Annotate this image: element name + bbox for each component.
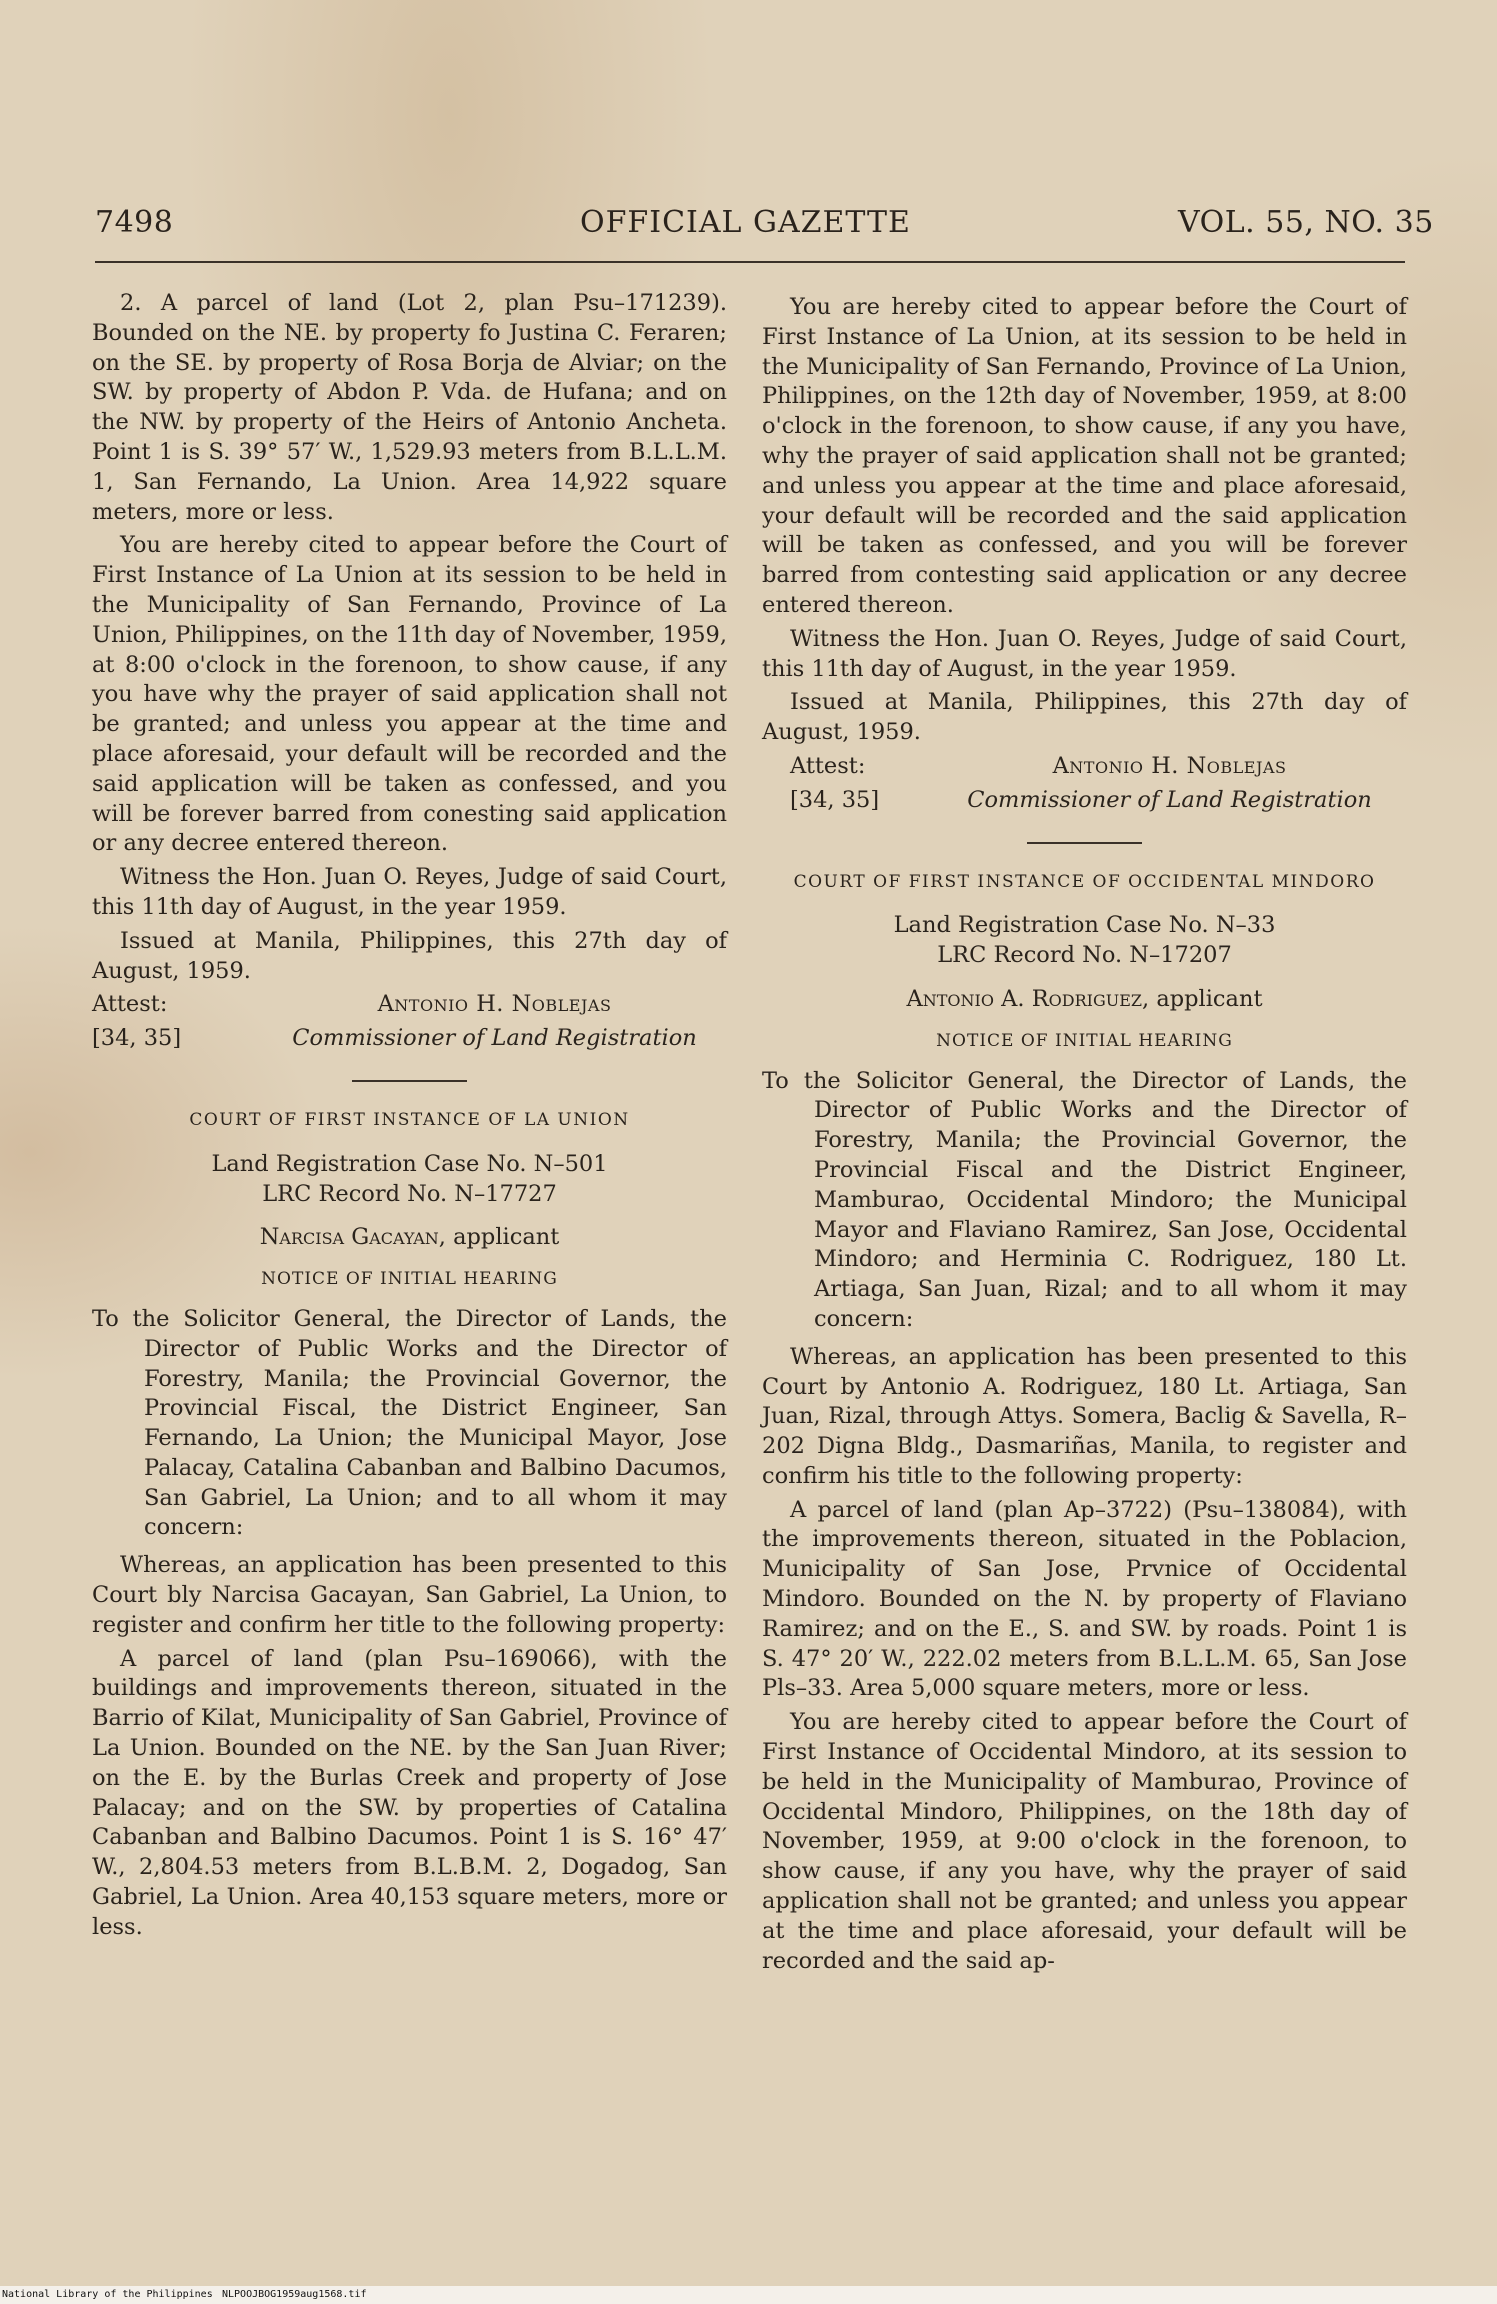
notice-heading: NOTICE OF INITIAL HEARING <box>936 1030 1233 1051</box>
paragraph: Witness the Hon. Juan O. Reyes, Judge of said Court, this 11th day of August, in the year 1959. <box>92 864 727 920</box>
lrc-record: LRC Record No. N–17207 <box>937 942 1232 969</box>
case-no: Land Registration Case No. N–33 <box>893 912 1276 939</box>
attest-block <box>92 990 727 1020</box>
left-column <box>92 289 727 1943</box>
paragraph: Issued at Manila, Philippines, this 27th day of August, 1959. <box>762 689 1407 746</box>
footer-library: National Library of the Philippines <box>2 2289 213 2300</box>
attest-ref: [34, 35] <box>790 786 880 813</box>
case-number <box>762 911 1407 971</box>
section-divider <box>352 1080 467 1082</box>
applicant-suffix: , applicant <box>438 1224 560 1251</box>
applicant-name: Antonio A. Rodriguez <box>906 985 1143 1012</box>
attest-block <box>762 752 1407 782</box>
applicant-suffix: , applicant <box>1142 985 1263 1012</box>
attest-ref: [34, 35] <box>92 1025 182 1052</box>
attest-title: Commissioner of Land Registration <box>967 786 1372 813</box>
paragraph: Issued at Manila, Philippines, this 27th day of August, 1959. <box>92 927 727 984</box>
attest-name: Antonio H. Noblejas <box>377 991 612 1018</box>
paragraph: Whereas, an application has been presented to this Court bly Narcisa Gacayan, San Gabriel, La Union, to register and confirm her title to the following property: <box>92 1552 727 1638</box>
attest-label: Attest: <box>790 752 866 779</box>
paragraph: Witness the Hon. Juan O. Reyes, Judge of said Court, this 11th day of August, in the year 1959. <box>762 625 1407 682</box>
paragraph: Whereas, an application has been presented to this Court by Antonio A. Rodriguez, 180 Lt. Artiaga, San Juan, Rizal, through Attys. Somera, Baclig & Savella, R–202 Digna Bldg., Dasmariñas, Manila, to register and confirm his title to the following property: <box>762 1343 1407 1489</box>
footer-file: NLPOOJBOG1959aug1568.tif <box>222 2289 367 2300</box>
right-column <box>762 293 1407 1976</box>
scan-footer <box>0 2286 1497 2304</box>
case-number <box>92 1150 727 1210</box>
addressees: To the Solicitor General, the Director of Lands, the Director of Public Works and the Director of Forestry, Manila; the Provincial Governor, the Provincial Fiscal and the District Engineer, Mamburao, Occidental Mindoro; the Municipal Mayor and Flaviano Ramirez, San Jose, Occidental Mindoro; and Herminia C. Rodriguez, 180 Lt. Artiaga, San Juan, Rizal; and to all whom it may concern: <box>762 1067 1407 1332</box>
attest-title: Commissioner of Land Registration <box>292 1025 697 1052</box>
paragraph: 2. A parcel of land (Lot 2, plan Psu–171239). Bounded on the NE. by property fo Justina C. Feraren; on the SE. by property of Rosa Borja de Alviar; on the SW. by property of Abdon P. Vda. de Hufana; and on the NW. by property of the Heirs of Antonio Ancheta. Point 1 is S. 39° 57′ W., 1,529.93 meters from B.L.L.M. 1, San Fernando, La Union. Area 14,922 square meters, more or less. <box>92 290 727 525</box>
paragraph: You are hereby cited to appear before the Court of First Instance of La Union at its session to be held in the Municipality of San Fernando, Province of La Union, Philippines, on the 11th day of November, 1959, at 8:00 o'clock in the forenoon, to show cause, if any you have why the prayer of said application shall not be granted; and unless you appear at the time and place aforesaid, your default will be recorded and the said application will be taken as confessed, and you will be forever barred from conesting said application or any decree entered thereon. <box>92 532 727 857</box>
publication-title: OFFICIAL GAZETTE <box>580 205 911 240</box>
attest-block-2 <box>762 786 1407 816</box>
page-number: 7498 <box>95 205 174 240</box>
section-divider <box>1027 842 1142 844</box>
applicant-line <box>92 1223 727 1253</box>
attest-name: Antonio H. Noblejas <box>1052 752 1287 779</box>
applicant-line <box>762 985 1407 1015</box>
court-heading: COURT OF FIRST INSTANCE OF OCCIDENTAL MINDORO <box>793 871 1376 892</box>
volume-number: VOL. 55, NO. 35 <box>1178 205 1434 240</box>
attest-label: Attest: <box>92 991 168 1018</box>
attest-block-2 <box>92 1024 727 1054</box>
paragraph: You are hereby cited to appear before the Court of First Instance of Occidental Mindoro, at its session to be held in the Municipality of Mamburao, Province of Occidental Mindoro, Philippines, on the 18th day of November, 1959, at 9:00 o'clock in the forenoon, to show cause, if any you have, why the prayer of said application shall not be granted; and unless you appear at the time and place aforesaid, your default will be recorded and the said ap- <box>762 1709 1407 1974</box>
applicant-name: Narcisa Gacayan <box>259 1224 439 1251</box>
lrc-record: LRC Record No. N–17727 <box>262 1180 557 1207</box>
case-no: Land Registration Case No. N–501 <box>211 1150 608 1177</box>
paragraph: A parcel of land (plan Ap–3722) (Psu–138084), with the improvements thereon, situated in the Poblacion, Municipality of San Jose, Prvnice of Occidental Mindoro. Bounded on the N. by property of Flaviano Ramirez; and on the E., S. and SW. by roads. Point 1 is S. 47° 20′ W., 222.02 meters from B.L.L.M. 65, San Jose Pls–33. Area 5,000 square meters, more or less. <box>762 1496 1407 1702</box>
addressees: To the Solicitor General, the Director of Lands, the Director of Public Works and the Director of Forestry, Manila; the Provincial Governor, the Provincial Fiscal, the District Engineer, San Fernando, La Union; the Municipal Mayor, Jose Palacay, Catalina Cabanban and Balbino Dacumos, San Gabriel, La Union; and to all whom it may concern: <box>92 1305 727 1541</box>
notice-heading: NOTICE OF INITIAL HEARING <box>261 1269 558 1290</box>
paragraph: A parcel of land (plan Psu–169066), with the buildings and improvements thereon, situated in the Barrio of Kilat, Municipality of San Gabriel, Province of La Union. Bounded on the NE. by the San Juan River; on the E. by the Burlas Creek and property of Jose Palacay; and on the SW. by properties of Catalina Cabanban and Balbino Dacumos. Point 1 is S. 16° 47′ W., 2,804.53 meters from B.L.B.M. 2, Dogadog, San Gabriel, La Union. Area 40,153 square meters, more or less. <box>92 1645 727 1940</box>
court-heading: COURT OF FIRST INSTANCE OF LA UNION <box>189 1109 630 1130</box>
paragraph: You are hereby cited to appear before the Court of First Instance of La Union, at its session to be held in the Municipality of San Fernando, Province of La Union, Philippines, on the 12th day of November, 1959, at 8:00 o'clock in the forenoon, to show cause, if any you have, why the prayer of said application shall not be granted; and unless you appear at the time and place aforesaid, your default will be recorded and the said application will be taken as confessed, and you will be forever barred from contesting said application or any decree entered thereon. <box>762 294 1407 618</box>
header-rule <box>95 261 1405 263</box>
